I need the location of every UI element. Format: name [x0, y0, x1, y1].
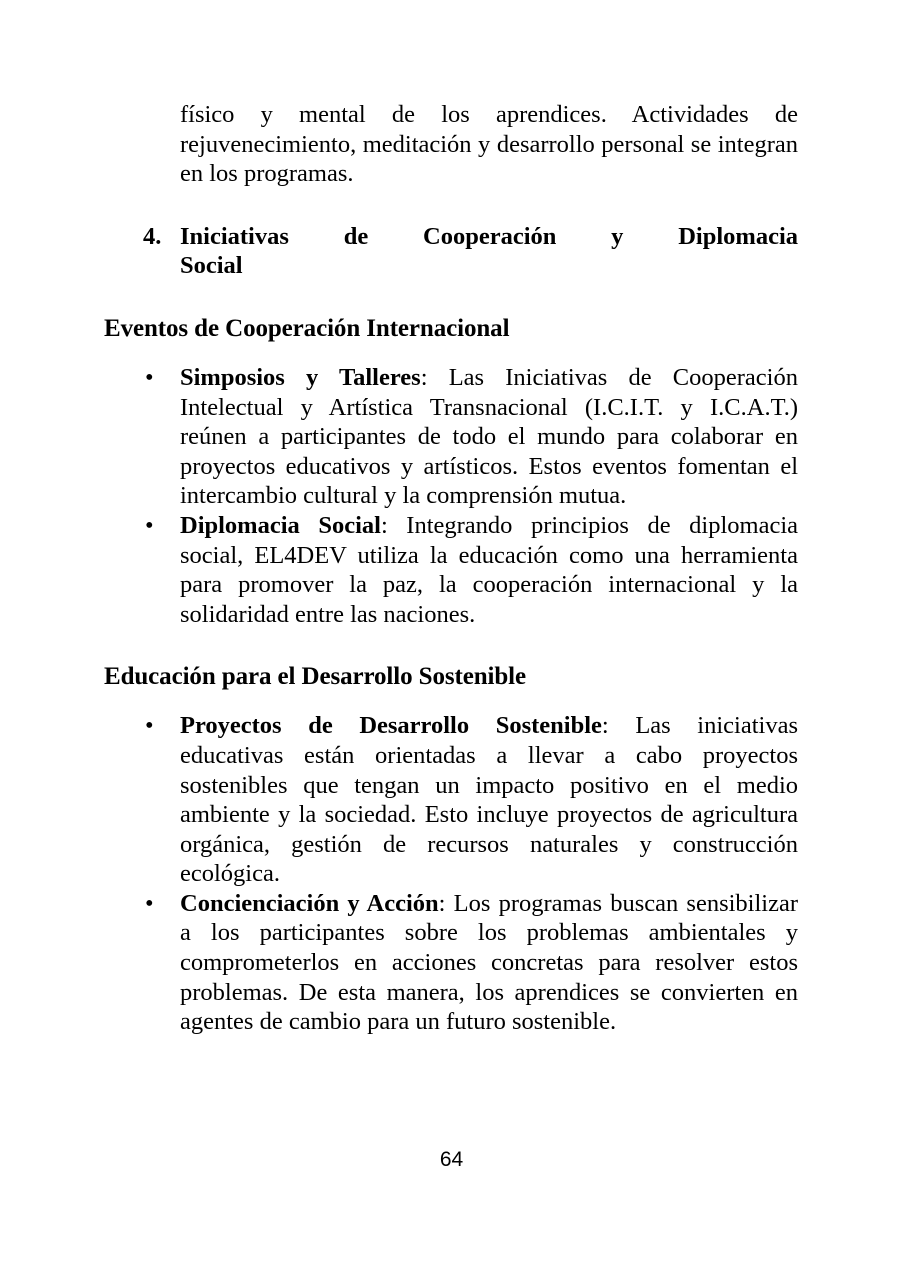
list-item — [145, 363, 798, 511]
numbered-section-list — [104, 222, 798, 281]
list-item-body: Las Iniciativas de Cooperación Intelectual y Artística Transnacional (I.C.I.T. y I.C.A.T.) reúnen a participantes de todo el mundo para colaborar en proyectos educativos y artísticos. Estos eventos fomentan el intercambio cultural y la comprensión mutua. — [180, 363, 798, 510]
list-item — [145, 711, 798, 889]
bullet-list-eventos-cooperacion — [104, 363, 798, 629]
bullet-icon: • — [145, 511, 154, 539]
list-item — [145, 889, 798, 1037]
list-item-separator: : — [438, 889, 446, 917]
numbered-section-title — [180, 222, 798, 281]
numbered-section-item — [143, 222, 798, 281]
list-item-body: Las iniciativas educativas están orientadas a llevar a cabo proyectos sostenibles que tengan un impacto positivo en el medio ambiente y la sociedad. Esto incluye proyectos de agricultura orgánica, gestión de recursos naturales y construcción ecológica. — [180, 712, 798, 888]
numbered-section-title-line2: Social — [180, 252, 243, 280]
list-item-separator: : — [380, 511, 388, 539]
section-heading-eventos-cooperacion-internacional: Eventos de Cooperación Internacional — [104, 314, 510, 342]
list-item-body: Integrando principios de diplomacia social, EL4DEV utiliza la educación como una herramienta para promover la paz, la cooperación internacional y la solidaridad entre las naciones. — [180, 511, 798, 628]
bullet-icon: • — [145, 889, 154, 917]
numbered-section-marker: 4. — [143, 222, 162, 250]
list-item-lead: Proyectos de Desarrollo Sostenible — [180, 712, 602, 740]
bullet-list-desarrollo-sostenible — [104, 711, 798, 1037]
numbered-section-title-line1: Iniciativas de Cooperación y Diplomacia — [180, 222, 798, 250]
list-item-lead: Concienciación y Acción — [180, 889, 439, 917]
page-number: 64 — [439, 1148, 464, 1171]
list-item-body: Los programas buscan sensibilizar a los participantes sobre los problemas ambientales y comprometerlos en acciones concretas para resolver estos problemas. De esta manera, los aprendices se convierten en agentes de cambio para un futuro sostenible. — [180, 889, 798, 1036]
list-item-separator: : — [601, 712, 609, 740]
section-heading-educacion-desarrollo-sostenible: Educación para el Desarrollo Sostenible — [104, 663, 527, 691]
bullet-icon: • — [145, 712, 154, 740]
continued-paragraph: físico y mental de los aprendices. Actividades de rejuvenecimiento, meditación y desarrollo personal se integran en los programas. — [180, 101, 798, 188]
bullet-icon: • — [145, 363, 154, 391]
list-item — [145, 511, 798, 629]
list-item-lead: Diplomacia Social — [180, 511, 381, 539]
list-item-separator: : — [420, 363, 428, 391]
page-content — [104, 100, 798, 1037]
list-item-lead: Simposios y Talleres — [180, 363, 421, 391]
